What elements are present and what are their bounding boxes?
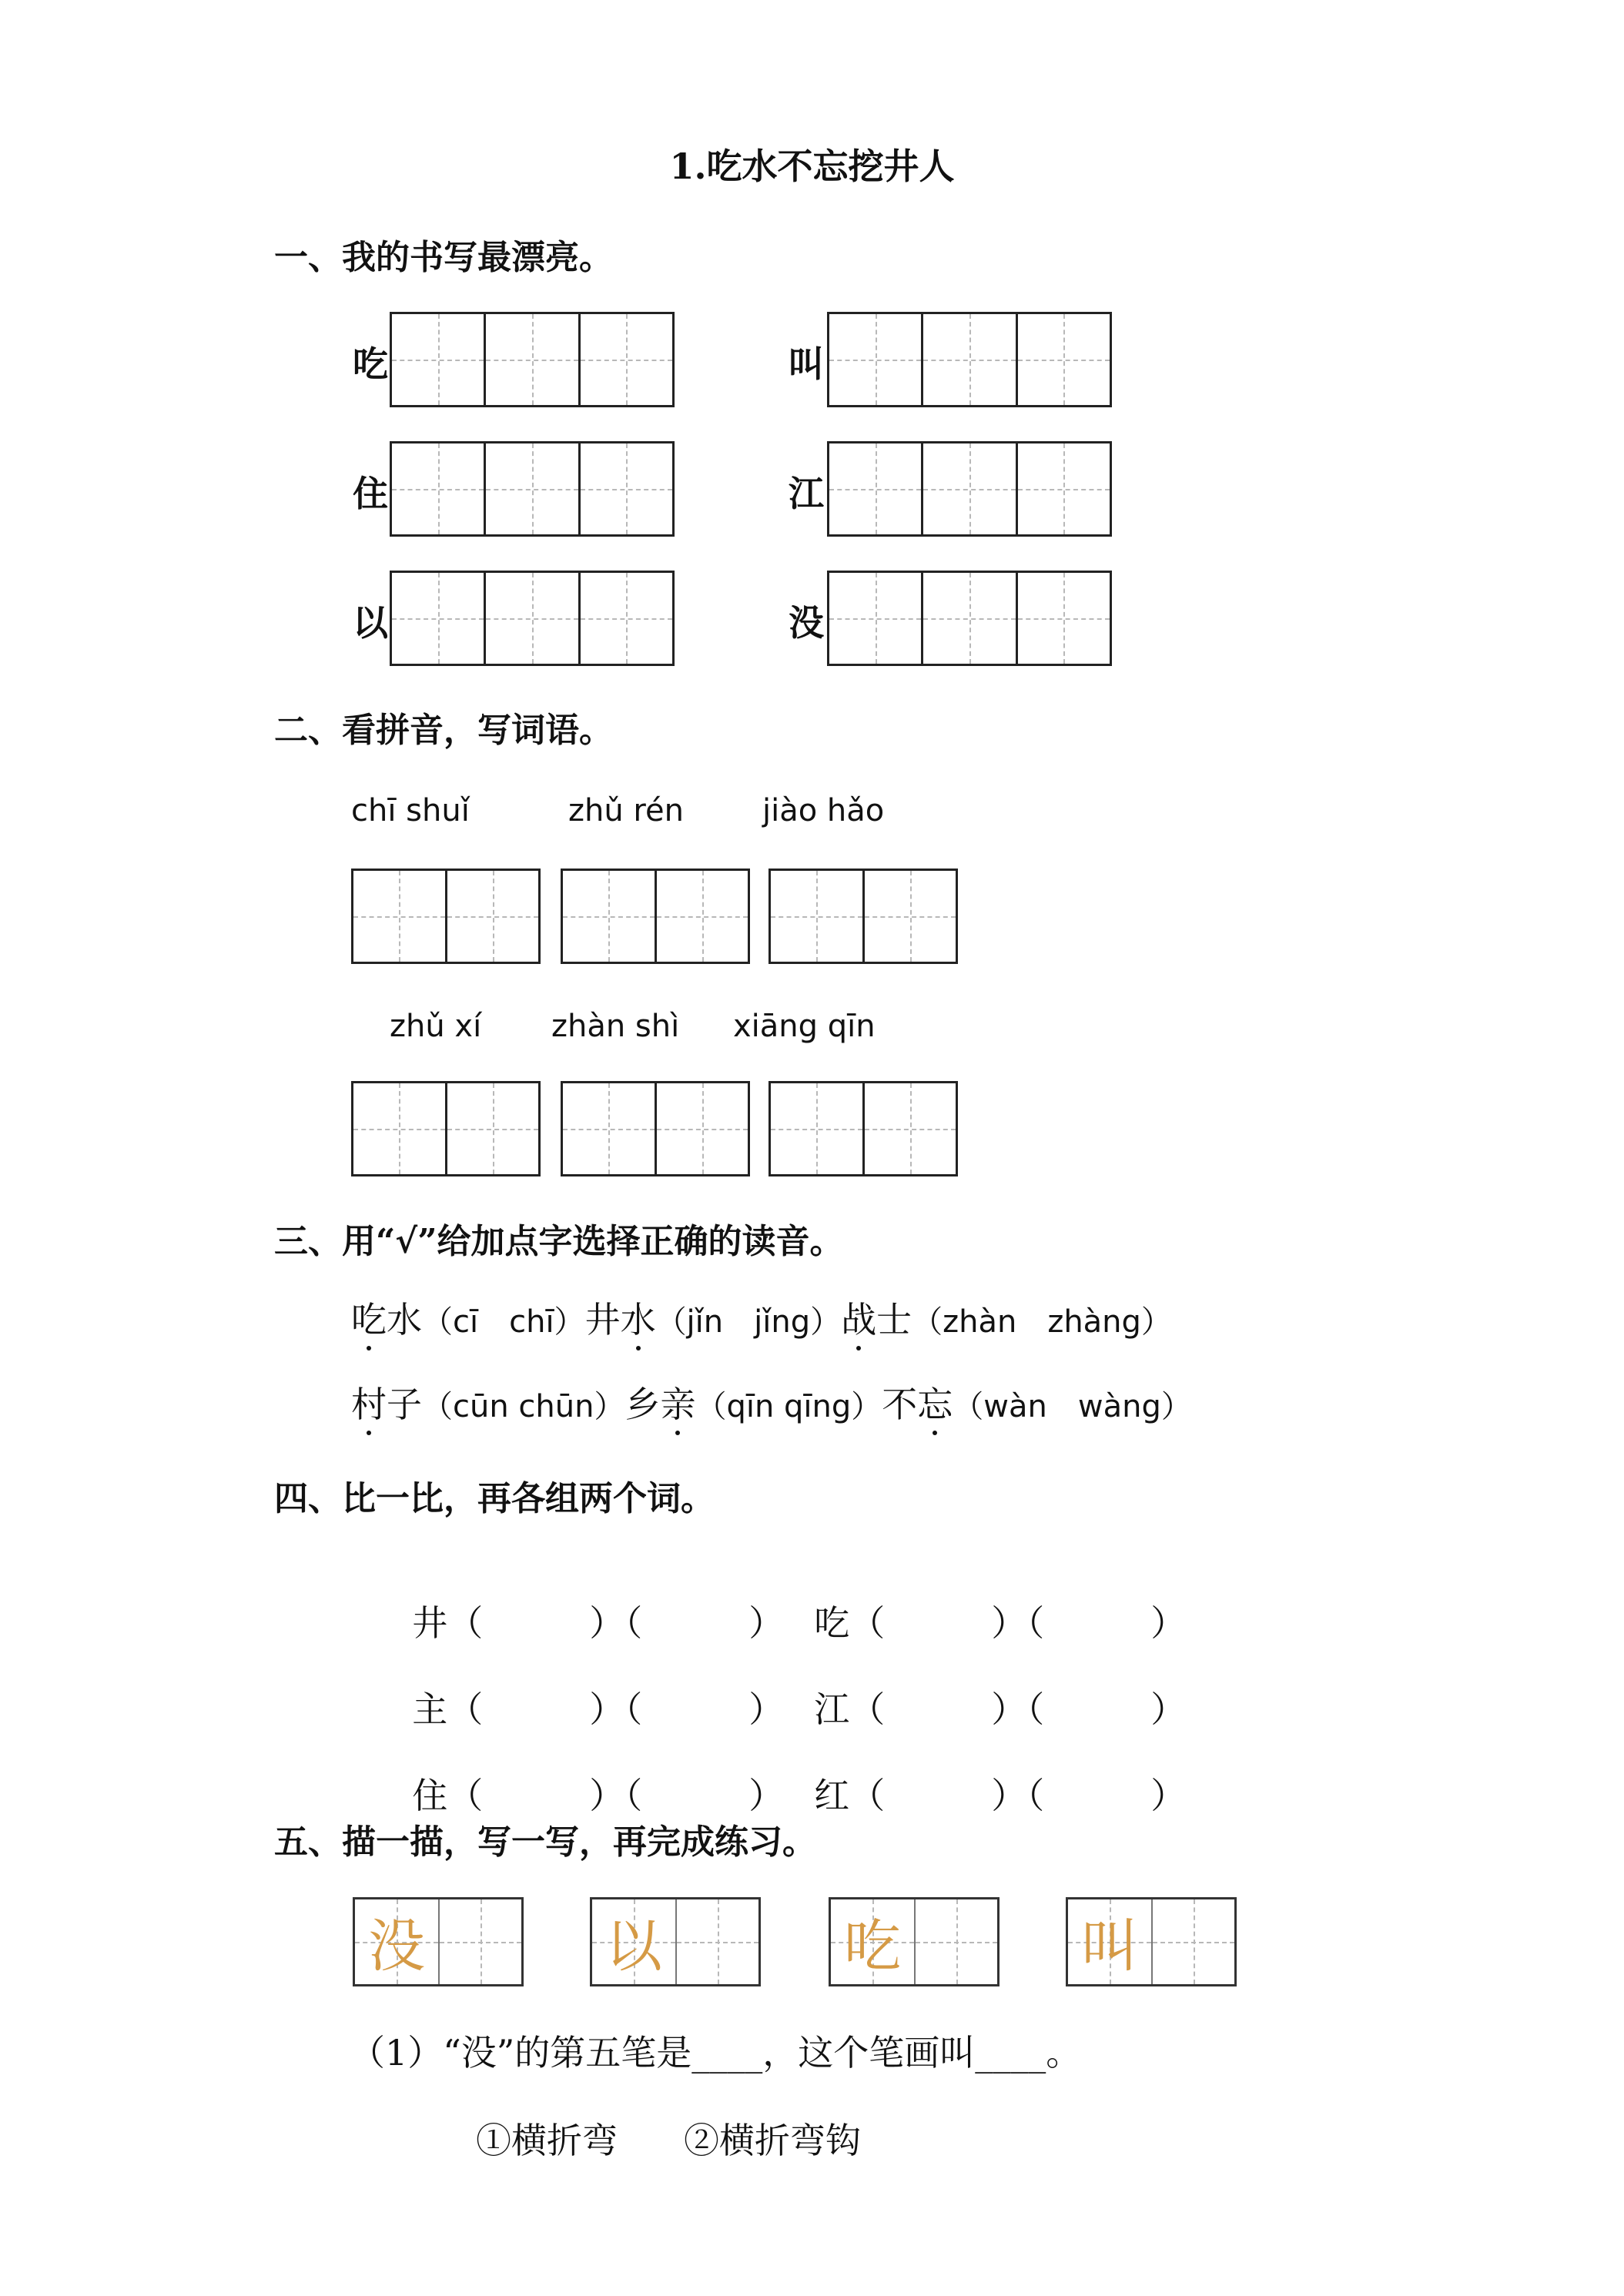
trace-cell[interactable]: [831, 1899, 914, 1984]
word-char: 井: [584, 1299, 621, 1340]
compare-char: 红: [814, 1775, 850, 1816]
trace-cell[interactable]: [592, 1899, 675, 1984]
section-5-heading: 五、描一描，写一写，再完成练习。: [274, 1822, 816, 1862]
compare-char: 井: [412, 1602, 448, 1644]
trace-char: 没: [368, 1913, 425, 1980]
pinyin-label: chī shuǐ: [351, 793, 470, 828]
grid-cell[interactable]: [921, 573, 1015, 664]
trace-cell[interactable]: [1068, 1899, 1151, 1984]
grid-cell[interactable]: [1016, 573, 1110, 664]
grid-cell[interactable]: [484, 573, 578, 664]
grid-cell[interactable]: [445, 1083, 539, 1174]
word-char: 乡: [624, 1384, 661, 1425]
grid-cell[interactable]: [484, 314, 578, 405]
option-2[interactable]: ②横折弯钩: [684, 2120, 861, 2161]
grid-cell[interactable]: [578, 443, 672, 534]
grid-cell[interactable]: [484, 443, 578, 534]
writing-char-label: 江: [789, 473, 824, 514]
section-4-heading: 四、比一比，再各组两个词。: [274, 1479, 715, 1518]
compare-row: [390, 1554, 784, 1646]
section-2-heading: 二、看拼音，写词语。: [274, 711, 613, 750]
reading-options[interactable]: （zhàn zhàng）: [912, 1304, 1172, 1340]
writing-char-label: 叫: [789, 343, 824, 385]
grid-cell[interactable]: [392, 573, 484, 664]
trace-char: 吃: [844, 1913, 901, 1980]
compare-blanks[interactable]: （ ）（ ）: [447, 1689, 785, 1730]
dotted-char: 战: [841, 1292, 876, 1343]
reading-line-1: [351, 1292, 1172, 1343]
grid-cell[interactable]: [1151, 1899, 1234, 1984]
grid-cell[interactable]: [771, 871, 862, 962]
pinyin-label: zhǔ xí: [390, 1009, 482, 1044]
grid-cell[interactable]: [829, 314, 921, 405]
reading-options[interactable]: （cī chī）: [422, 1304, 585, 1340]
compare-row: [792, 1726, 1186, 1819]
trace-grid[interactable]: [353, 1897, 524, 1986]
trace-cell[interactable]: [355, 1899, 438, 1984]
compare-char: 江: [814, 1689, 850, 1730]
dotted-char: 亲: [660, 1377, 695, 1427]
trace-grid[interactable]: [590, 1897, 761, 1986]
compare-row: [792, 1640, 1186, 1732]
compare-char: 住: [412, 1775, 448, 1816]
writing-grid[interactable]: [827, 312, 1112, 407]
compare-blanks[interactable]: （ ）（ ）: [849, 1602, 1187, 1644]
word-char: 子: [387, 1384, 422, 1425]
compare-row: [390, 1640, 784, 1732]
word-grid[interactable]: [561, 869, 750, 964]
writing-grid[interactable]: [390, 441, 675, 537]
grid-cell[interactable]: [914, 1899, 997, 1984]
grid-cell[interactable]: [438, 1899, 521, 1984]
writing-grid[interactable]: [827, 441, 1112, 537]
dotted-char: 吃: [351, 1292, 387, 1343]
word-char: 不: [882, 1384, 918, 1425]
grid-cell[interactable]: [862, 1083, 956, 1174]
pinyin-label: jiào hǎo: [762, 793, 885, 828]
grid-cell[interactable]: [829, 573, 921, 664]
grid-cell[interactable]: [829, 443, 921, 534]
word-char: 士: [876, 1299, 912, 1340]
grid-cell[interactable]: [1016, 314, 1110, 405]
grid-cell[interactable]: [578, 573, 672, 664]
word-grid[interactable]: [768, 869, 958, 964]
page-title: 1.吃水不忘挖井人: [669, 146, 955, 187]
trace-grid[interactable]: [829, 1897, 1000, 1986]
option-1[interactable]: ①横折弯: [476, 2120, 618, 2161]
word-grid[interactable]: [561, 1081, 750, 1176]
writing-char-label: 住: [353, 473, 388, 514]
question-1[interactable]: （1）“没”的第五笔是____，这个笔画叫____。: [350, 2032, 1082, 2073]
grid-cell[interactable]: [563, 1083, 655, 1174]
reading-options[interactable]: （wàn wàng）: [953, 1389, 1192, 1424]
grid-cell[interactable]: [655, 1083, 748, 1174]
compare-blanks[interactable]: （ ）（ ）: [849, 1689, 1187, 1730]
grid-cell[interactable]: [675, 1899, 758, 1984]
compare-row: [390, 1726, 784, 1819]
trace-char: 以: [605, 1913, 662, 1980]
grid-cell[interactable]: [771, 1083, 862, 1174]
section-1-heading: 一、我的书写最漂亮。: [274, 238, 613, 277]
grid-cell[interactable]: [578, 314, 672, 405]
writing-grid[interactable]: [390, 312, 675, 407]
grid-cell[interactable]: [1016, 443, 1110, 534]
word-grid[interactable]: [351, 869, 541, 964]
section-3-heading: 三、用“√”给加点字选择正确的读音。: [274, 1222, 844, 1261]
reading-options[interactable]: （qīn qīng）: [695, 1389, 882, 1424]
grid-cell[interactable]: [655, 871, 748, 962]
writing-grid[interactable]: [390, 571, 675, 666]
pinyin-label: zhàn shì: [551, 1009, 680, 1044]
word-char: 水: [387, 1299, 422, 1340]
dotted-char: 水: [621, 1292, 656, 1343]
reading-line-2: [351, 1377, 1192, 1427]
grid-cell[interactable]: [353, 871, 445, 962]
grid-cell[interactable]: [862, 871, 956, 962]
compare-char: 主: [412, 1689, 448, 1730]
writing-char-label: 吃: [353, 343, 388, 385]
grid-cell[interactable]: [921, 443, 1015, 534]
grid-cell[interactable]: [392, 314, 484, 405]
compare-blanks[interactable]: （ ）（ ）: [447, 1775, 785, 1816]
pinyin-label: zhǔ rén: [568, 793, 684, 828]
writing-char-label: 没: [789, 602, 824, 644]
grid-cell[interactable]: [921, 314, 1015, 405]
compare-blanks[interactable]: （ ）（ ）: [447, 1602, 785, 1644]
compare-row: [792, 1554, 1186, 1646]
grid-cell[interactable]: [353, 1083, 445, 1174]
grid-cell[interactable]: [445, 871, 539, 962]
word-grid[interactable]: [351, 1081, 541, 1176]
dotted-char: 忘: [917, 1377, 953, 1427]
grid-cell[interactable]: [563, 871, 655, 962]
trace-char: 叫: [1081, 1913, 1138, 1980]
compare-char: 吃: [814, 1602, 850, 1644]
writing-char-label: 以: [353, 602, 388, 644]
trace-grid[interactable]: [1066, 1897, 1237, 1986]
pinyin-label: xiāng qīn: [733, 1009, 876, 1044]
reading-options[interactable]: （jǐn jǐng）: [655, 1304, 842, 1340]
reading-options[interactable]: （cūn chūn）: [422, 1389, 625, 1424]
grid-cell[interactable]: [392, 443, 484, 534]
writing-grid[interactable]: [827, 571, 1112, 666]
compare-blanks[interactable]: （ ）（ ）: [849, 1775, 1187, 1816]
word-grid[interactable]: [768, 1081, 958, 1176]
dotted-char: 村: [351, 1377, 387, 1427]
